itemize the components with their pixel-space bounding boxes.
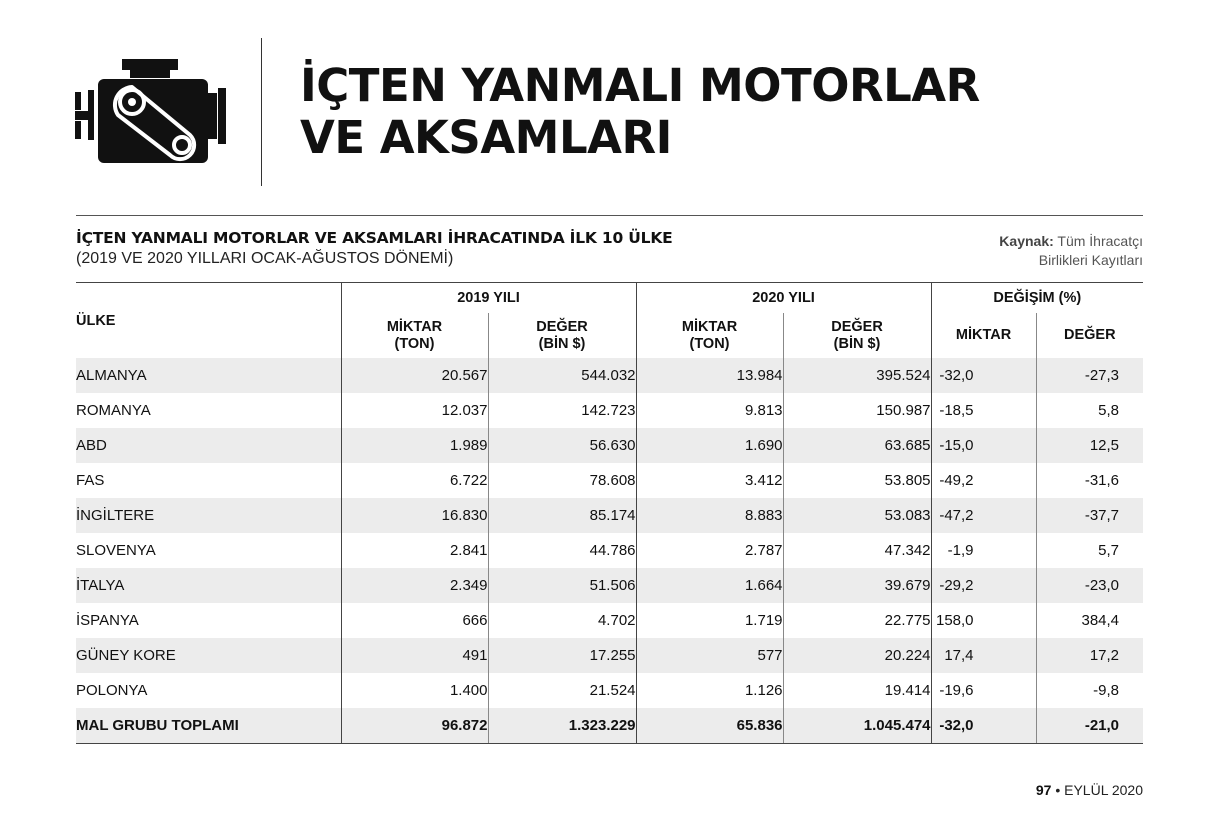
value-cell-d2020: 53.083	[783, 498, 931, 533]
value-cell-m2020: 3.412	[636, 463, 783, 498]
footer-bullet: •	[1055, 782, 1061, 798]
country-cell: İTALYA	[76, 568, 341, 603]
country-cell: POLONYA	[76, 682, 148, 699]
value-cell-m2020: 8.883	[636, 498, 783, 533]
group-header-2020: 2020 YILI	[636, 283, 931, 314]
country-cell: İSPANYA	[76, 612, 139, 629]
country-cell: ROMANYA	[76, 402, 151, 419]
value-cell-d2020: 22.775	[783, 603, 931, 638]
country-cell: SLOVENYA	[76, 542, 156, 559]
value-cell-d2019: 142.723	[488, 393, 636, 428]
value-cell-cd: 384,4	[1036, 603, 1143, 638]
table-body	[76, 358, 1143, 744]
table-row	[76, 428, 1143, 463]
value-cell-m2020: 1.664	[636, 568, 783, 603]
source-note	[999, 232, 1143, 270]
value-cell-d2020: 150.987	[783, 393, 931, 428]
table-row	[76, 568, 1143, 603]
value-cell-cd: -37,7	[1036, 498, 1143, 533]
value-cell-d2020: 39.679	[783, 568, 931, 603]
value-cell-d2020: 47.342	[783, 533, 931, 568]
value-cell-d2020: 20.224	[783, 638, 931, 673]
value-cell-m2020: 9.813	[636, 393, 783, 428]
table-row	[76, 533, 1143, 568]
value-cell-m2020: 1.690	[636, 428, 783, 463]
country-column-header: ÜLKE	[76, 283, 341, 359]
value-cell-cd: -9,8	[1036, 673, 1143, 708]
value-cell-d2019: 51.506	[488, 568, 636, 603]
engine-icon	[70, 55, 230, 170]
country-cell: ALMANYA	[76, 358, 341, 393]
source-label: Kaynak:	[999, 233, 1054, 249]
header-divider	[261, 38, 262, 186]
table-row	[76, 638, 1143, 673]
value-cell-m2020: 2.787	[636, 533, 783, 568]
country-cell: GÜNEY KORE	[76, 638, 341, 673]
value-cell-m2019: 1.400	[341, 673, 488, 708]
value-cell-d2019: 1.323.229	[488, 708, 636, 744]
table-row	[76, 498, 1143, 533]
value-cell-cm: -47,2	[931, 498, 1036, 533]
table-row	[76, 358, 1143, 393]
country-cell: İNGİLTERE	[76, 498, 341, 533]
value-cell-cm: -19,6	[931, 673, 1036, 708]
value-cell-cd: 5,7	[1036, 533, 1143, 568]
value-cell-d2019: 56.630	[488, 428, 636, 463]
value-cell-d2019: 85.174	[488, 498, 636, 533]
header-change-deger: DEĞER	[1036, 313, 1143, 358]
value-cell-m2019: 666	[341, 603, 488, 638]
table-row	[76, 463, 1143, 498]
value-cell-cm: -49,2	[931, 463, 1036, 498]
value-cell-cm: -29,2	[931, 568, 1036, 603]
value-cell-d2019: 544.032	[488, 358, 636, 393]
table-row	[76, 393, 1143, 428]
value-cell-d2020: 53.805	[783, 463, 931, 498]
group-header-2019: 2019 YILI	[341, 283, 636, 314]
header-change-miktar: MİKTAR	[931, 313, 1036, 358]
value-cell-m2019: 20.567	[341, 358, 488, 393]
value-cell-m2019: 6.722	[341, 463, 488, 498]
value-cell-cm: 158,0	[931, 603, 1036, 638]
header-2019-deger: DEĞER (BİN $)	[488, 313, 636, 358]
table-subtitle: (2019 VE 2020 YILLARI OCAK-AĞUSTOS DÖNEMİ)	[76, 250, 454, 267]
value-cell-cd: 5,8	[1036, 393, 1143, 428]
value-cell-d2020: 1.045.474	[783, 708, 931, 744]
value-cell-m2019: 2.841	[341, 533, 488, 568]
value-cell-d2019: 17.255	[488, 638, 636, 673]
value-cell-cd: 17,2	[1036, 638, 1143, 673]
value-cell-cd: -21,0	[1036, 708, 1143, 744]
table-title: İÇTEN YANMALI MOTORLAR VE AKSAMLARI İHRACATINDA İLK 10 ÜLKE	[76, 229, 673, 247]
table-row	[76, 673, 1143, 708]
value-cell-d2020: 63.685	[783, 428, 931, 463]
group-header-change: DEĞİŞİM (%)	[931, 283, 1143, 314]
section-divider	[76, 215, 1143, 216]
page-title-line-2: VE AKSAMLARI	[300, 111, 672, 164]
value-cell-cd: -27,3	[1036, 358, 1143, 393]
value-cell-m2019: 12.037	[341, 393, 488, 428]
value-cell-cm: -1,9	[931, 533, 1036, 568]
value-cell-m2020: 13.984	[636, 358, 783, 393]
value-cell-m2019: 2.349	[341, 568, 488, 603]
issue-date: EYLÜL 2020	[1064, 782, 1143, 798]
value-cell-d2019: 78.608	[488, 463, 636, 498]
value-cell-cm: -32,0	[931, 708, 1036, 744]
value-cell-m2019: 96.872	[341, 708, 488, 744]
value-cell-m2019: 491	[341, 638, 488, 673]
header-2019-miktar: MİKTAR (TON)	[341, 313, 488, 358]
value-cell-d2020: 395.524	[783, 358, 931, 393]
table-total-row	[76, 708, 1143, 744]
source-line-1: Tüm İhracatçı	[1057, 233, 1143, 249]
value-cell-cd: -31,6	[1036, 463, 1143, 498]
country-cell: ABD	[76, 428, 341, 463]
value-cell-m2020: 1.719	[636, 603, 783, 638]
export-table	[76, 282, 1143, 744]
header-2020-deger: DEĞER (BİN $)	[783, 313, 931, 358]
value-cell-m2019: 1.989	[341, 428, 488, 463]
value-cell-m2019: 16.830	[341, 498, 488, 533]
page-title	[300, 60, 980, 164]
country-cell: MAL GRUBU TOPLAMI	[76, 708, 341, 744]
value-cell-m2020: 65.836	[636, 708, 783, 744]
value-cell-d2019: 4.702	[488, 603, 636, 638]
page-footer	[1036, 782, 1143, 798]
page-number: 97	[1035, 782, 1052, 798]
country-cell: FAS	[76, 472, 105, 489]
value-cell-cm: -32,0	[931, 358, 1036, 393]
source-line-2: Birlikleri Kayıtları	[1038, 252, 1143, 268]
header-2020-miktar: MİKTAR (TON)	[636, 313, 783, 358]
value-cell-cd: 12,5	[1036, 428, 1143, 463]
page-title-line-1: İÇTEN YANMALI MOTORLAR	[300, 59, 980, 112]
value-cell-cd: -23,0	[1036, 568, 1143, 603]
value-cell-d2019: 21.524	[488, 673, 636, 708]
value-cell-cm: -18,5	[931, 393, 1036, 428]
value-cell-d2019: 44.786	[488, 533, 636, 568]
table-row	[76, 603, 1143, 638]
value-cell-cm: -15,0	[931, 428, 1036, 463]
value-cell-m2020: 1.126	[636, 673, 783, 708]
value-cell-m2020: 577	[636, 638, 783, 673]
value-cell-d2020: 19.414	[783, 673, 931, 708]
value-cell-cm: 17,4	[931, 638, 1036, 673]
